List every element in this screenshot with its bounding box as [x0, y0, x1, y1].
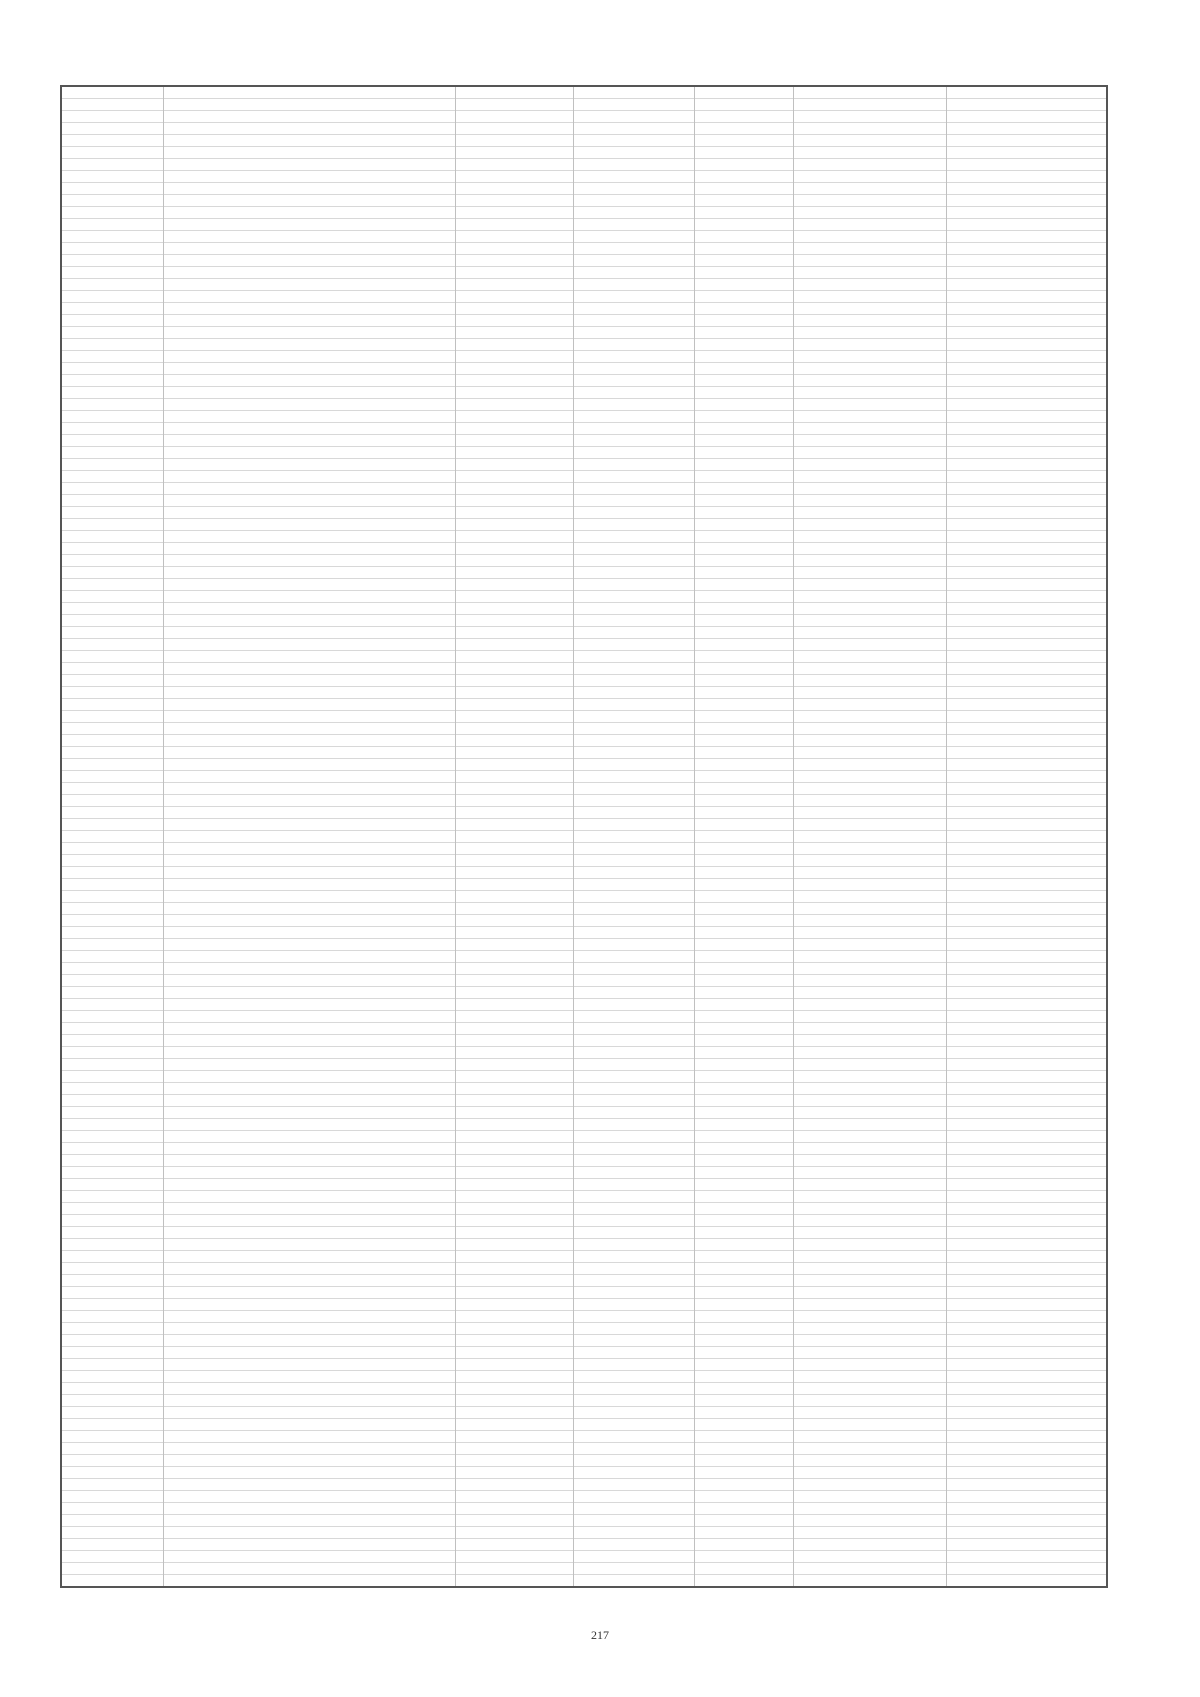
page-number: 217	[591, 1628, 609, 1642]
table-placeholder-frame	[60, 85, 1108, 1588]
